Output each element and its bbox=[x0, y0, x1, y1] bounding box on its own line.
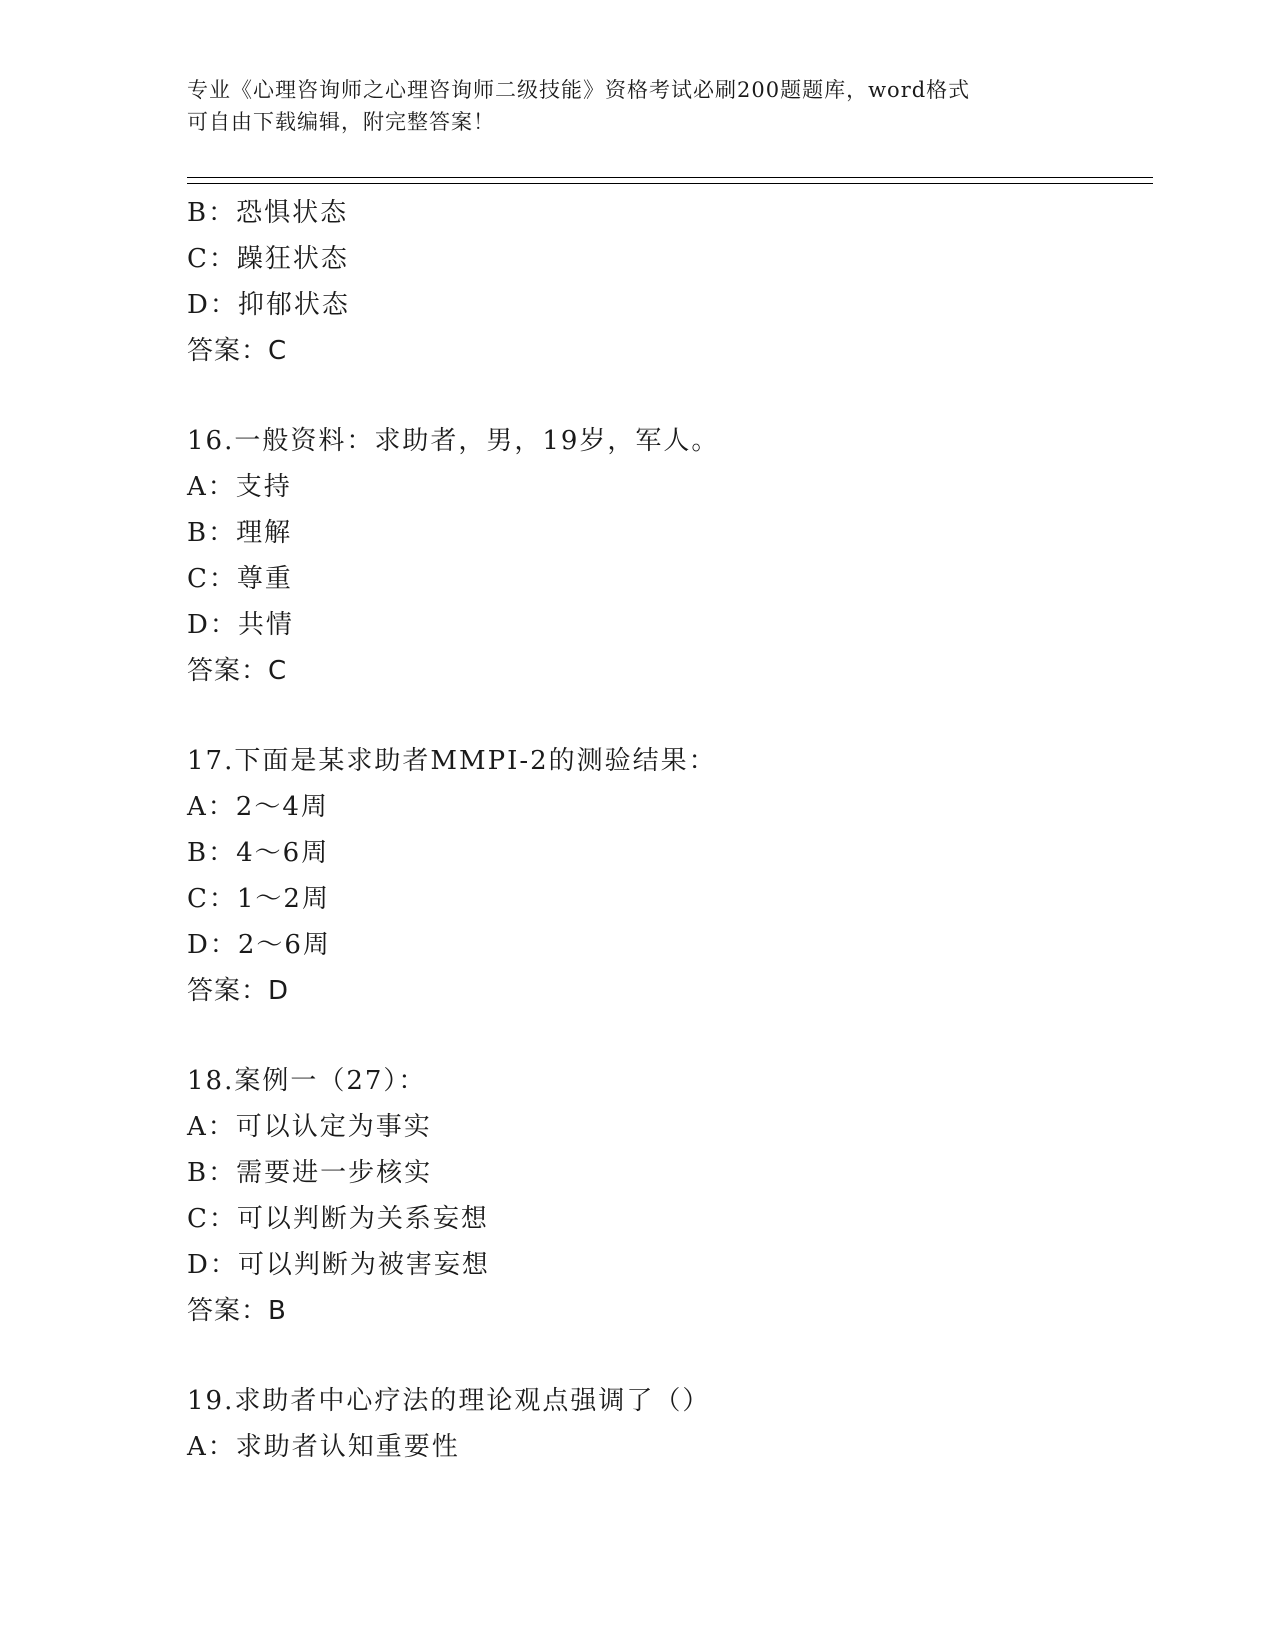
option-d: D：可以判断为被害妄想 bbox=[187, 1250, 490, 1280]
option-d: D：共情 bbox=[187, 610, 294, 640]
question-stem: 16.一般资料：求助者，男，19岁，军人。 bbox=[187, 426, 720, 456]
question-list bbox=[187, 190, 1147, 1470]
spacer bbox=[187, 1014, 1147, 1058]
option-b: B：理解 bbox=[187, 518, 293, 548]
answer-line: 答案：B bbox=[187, 1296, 287, 1326]
header-title-line-1: 专业《心理咨询师之心理咨询师二级技能》资格考试必刷200题题库，word格式 bbox=[187, 78, 971, 102]
option-c: C：1～2周 bbox=[187, 884, 330, 914]
option-c: C：可以判断为关系妄想 bbox=[187, 1204, 489, 1234]
option-a: A：2～4周 bbox=[187, 792, 329, 822]
question-stem: 17.下面是某求助者MMPI-2的测验结果： bbox=[187, 746, 717, 776]
option-a: A：求助者认知重要性 bbox=[187, 1432, 460, 1462]
header-divider-bottom bbox=[187, 183, 1153, 184]
answer-line: 答案：C bbox=[187, 336, 288, 366]
header-divider-top bbox=[187, 177, 1153, 178]
answer-line: 答案：C bbox=[187, 656, 288, 686]
option-b: B：4～6周 bbox=[187, 838, 330, 868]
header-title-line-2: 可自由下载编辑，附完整答案！ bbox=[187, 110, 495, 134]
option-b: B：恐惧状态 bbox=[187, 198, 349, 228]
question-19 bbox=[187, 1378, 1147, 1470]
option-b: B：需要进一步核实 bbox=[187, 1158, 433, 1188]
question-16 bbox=[187, 418, 1147, 694]
question-stem: 18.案例一（27）： bbox=[187, 1066, 427, 1096]
option-d: D：抑郁状态 bbox=[187, 290, 350, 320]
option-c: C：躁狂状态 bbox=[187, 244, 349, 274]
answer-line: 答案：D bbox=[187, 976, 290, 1006]
question-stem: 19.求助者中心疗法的理论观点强调了（） bbox=[187, 1386, 711, 1416]
spacer bbox=[187, 374, 1147, 418]
option-a: A：可以认定为事实 bbox=[187, 1112, 432, 1142]
question-15-tail bbox=[187, 190, 1147, 374]
spacer bbox=[187, 694, 1147, 738]
spacer bbox=[187, 1334, 1147, 1378]
question-18 bbox=[187, 1058, 1147, 1334]
option-a: A：支持 bbox=[187, 472, 292, 502]
document-header bbox=[187, 74, 1067, 138]
question-17 bbox=[187, 738, 1147, 1014]
option-c: C：尊重 bbox=[187, 564, 293, 594]
option-d: D：2～6周 bbox=[187, 930, 331, 960]
